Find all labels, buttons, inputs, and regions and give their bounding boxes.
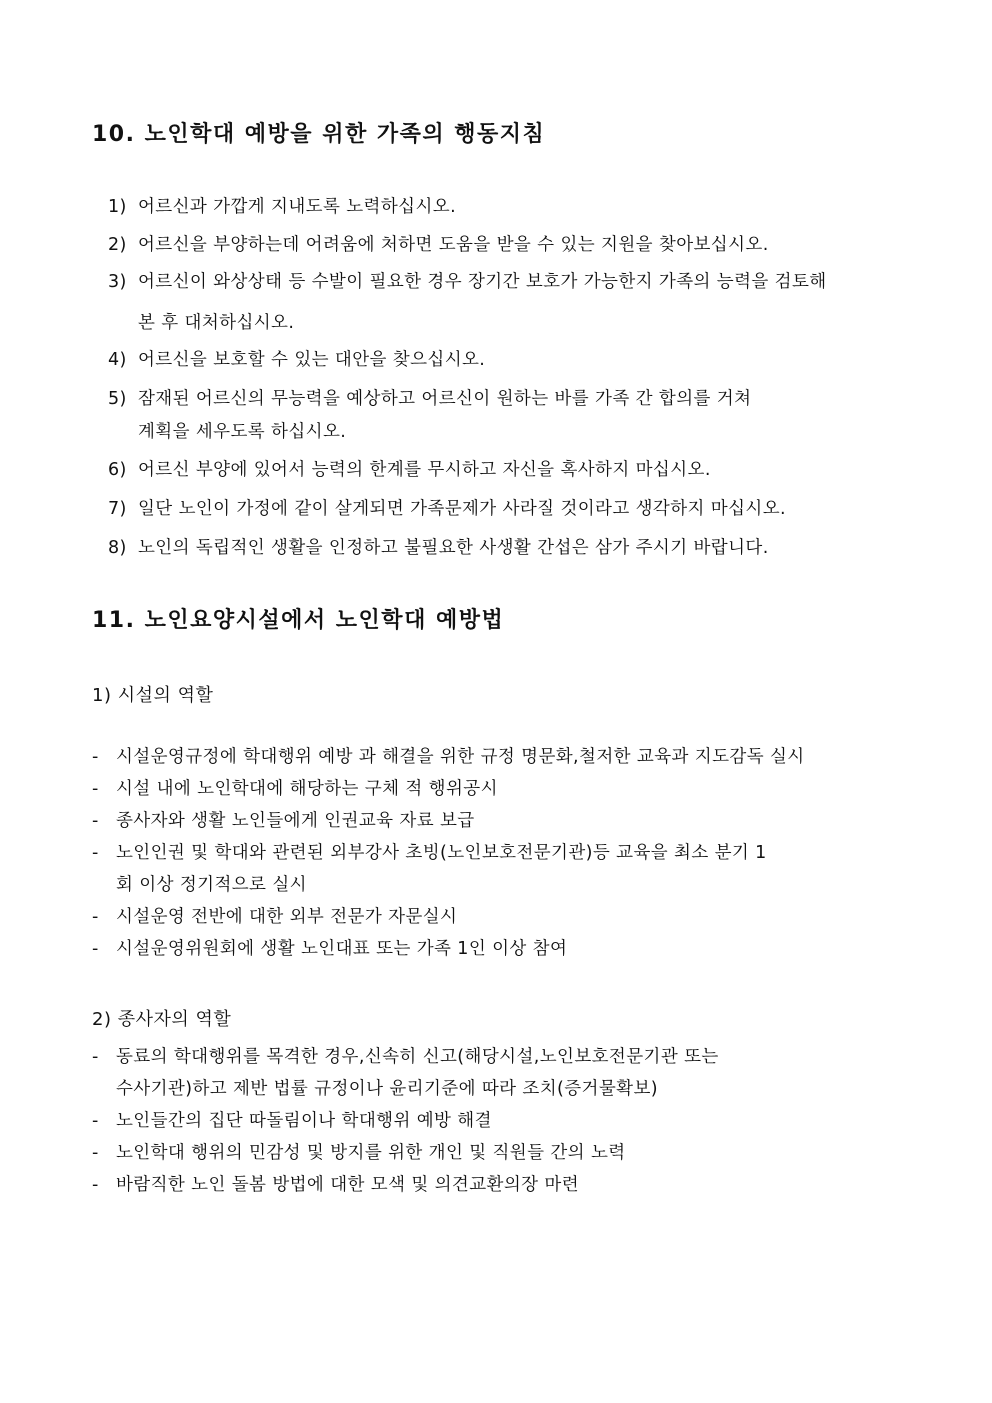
subsection-1-title: 1) 시설의 역할 [92, 685, 214, 706]
bullet-item [92, 743, 805, 768]
bullet-text: 동료의 학대행위를 목격한 경우,신속히 신고(해당시설,노인보호전문기관 또는 [116, 1047, 719, 1067]
bullet-item [92, 1171, 579, 1196]
bullet-continuation: 회 이상 정기적으로 실시 [116, 875, 307, 895]
bullet-text: 노인학대 행위의 민감성 및 방지를 위한 개인 및 직원들 간의 노력 [116, 1143, 626, 1163]
bullet-dash: - [92, 1047, 99, 1067]
item-number: 4) [108, 350, 127, 370]
item-text: 일단 노인이 가정에 같이 살게되면 가족문제가 사라질 것이라고 생각하지 마십시오. [138, 499, 786, 519]
list-item [108, 495, 786, 520]
bullet-text: 시설운영위원회에 생활 노인대표 또는 가족 1인 이상 참여 [116, 939, 568, 959]
item-number: 7) [108, 499, 127, 519]
bullet-dash: - [92, 1111, 99, 1131]
bullet-text: 시설운영 전반에 대한 외부 전문가 자문실시 [116, 907, 458, 927]
bullet-item [92, 935, 567, 960]
bullet-item [92, 839, 767, 864]
item-number: 3) [108, 272, 127, 292]
bullet-text: 시설운영규정에 학대행위 예방 과 해결을 위한 규정 명문화,철저한 교육과 지도감독 실시 [116, 747, 805, 767]
bullet-text: 바람직한 노인 돌봄 방법에 대한 모색 및 의견교환의장 마련 [116, 1175, 580, 1195]
list-item [108, 456, 711, 481]
bullet-item [92, 807, 475, 832]
list-item [108, 534, 769, 559]
list-item [108, 385, 751, 410]
item-continuation: 계획을 세우도록 하십시오. [138, 422, 347, 442]
item-text: 어르신을 부양하는데 어려움에 처하면 도움을 받을 수 있는 지원을 찾아보십시오. [138, 235, 769, 255]
item-number: 6) [108, 460, 127, 480]
item-number: 2) [108, 235, 127, 255]
item-text: 잠재된 어르신의 무능력을 예상하고 어르신이 원하는 바를 가족 간 합의를 거쳐 [138, 389, 752, 409]
item-number: 8) [108, 538, 127, 558]
item-number: 1) [108, 197, 127, 217]
bullet-item [92, 1139, 626, 1164]
bullet-text: 시설 내에 노인학대에 해당하는 구체 적 행위공시 [116, 779, 498, 799]
item-text: 노인의 독립적인 생활을 인정하고 불필요한 사생활 간섭은 삼가 주시기 바랍니다. [138, 538, 769, 558]
section-11-title: 11. 노인요양시설에서 노인학대 예방법 [92, 608, 505, 633]
list-item [108, 346, 485, 371]
bullet-dash: - [92, 1175, 99, 1195]
subsection-2-title: 2) 종사자의 역할 [92, 1009, 232, 1030]
bullet-dash: - [92, 843, 99, 863]
bullet-dash: - [92, 811, 99, 831]
item-continuation: 본 후 대처하십시오. [138, 313, 295, 333]
bullet-item [92, 1107, 492, 1132]
item-text: 어르신과 가깝게 지내도록 노력하십시오. [138, 197, 457, 217]
bullet-item [92, 903, 457, 928]
list-item [108, 231, 769, 256]
bullet-dash: - [92, 939, 99, 959]
item-number: 5) [108, 389, 127, 409]
list-item [108, 268, 827, 293]
list-item [108, 193, 456, 218]
item-text: 어르신이 와상상태 등 수발이 필요한 경우 장기간 보호가 가능한지 가족의 능력을 검토해 [138, 272, 827, 292]
bullet-dash: - [92, 1143, 99, 1163]
section-10-title: 10. 노인학대 예방을 위한 가족의 행동지침 [92, 122, 546, 147]
bullet-text: 종사자와 생활 노인들에게 인권교육 자료 보급 [116, 811, 475, 831]
bullet-continuation: 수사기관)하고 제반 법률 규정이나 윤리기준에 따라 조치(증거물확보) [116, 1079, 658, 1099]
item-text: 어르신 부양에 있어서 능력의 한계를 무시하고 자신을 혹사하지 마십시오. [138, 460, 711, 480]
bullet-item [92, 1043, 719, 1068]
item-text: 어르신을 보호할 수 있는 대안을 찾으십시오. [138, 350, 486, 370]
bullet-dash: - [92, 907, 99, 927]
bullet-dash: - [92, 779, 99, 799]
bullet-text: 노인인권 및 학대와 관련된 외부강사 초빙(노인보호전문기관)등 교육을 최소 분기 1 [116, 843, 767, 863]
bullet-text: 노인들간의 집단 따돌림이나 학대행위 예방 해결 [116, 1111, 492, 1131]
bullet-dash: - [92, 747, 99, 767]
bullet-item [92, 775, 498, 800]
